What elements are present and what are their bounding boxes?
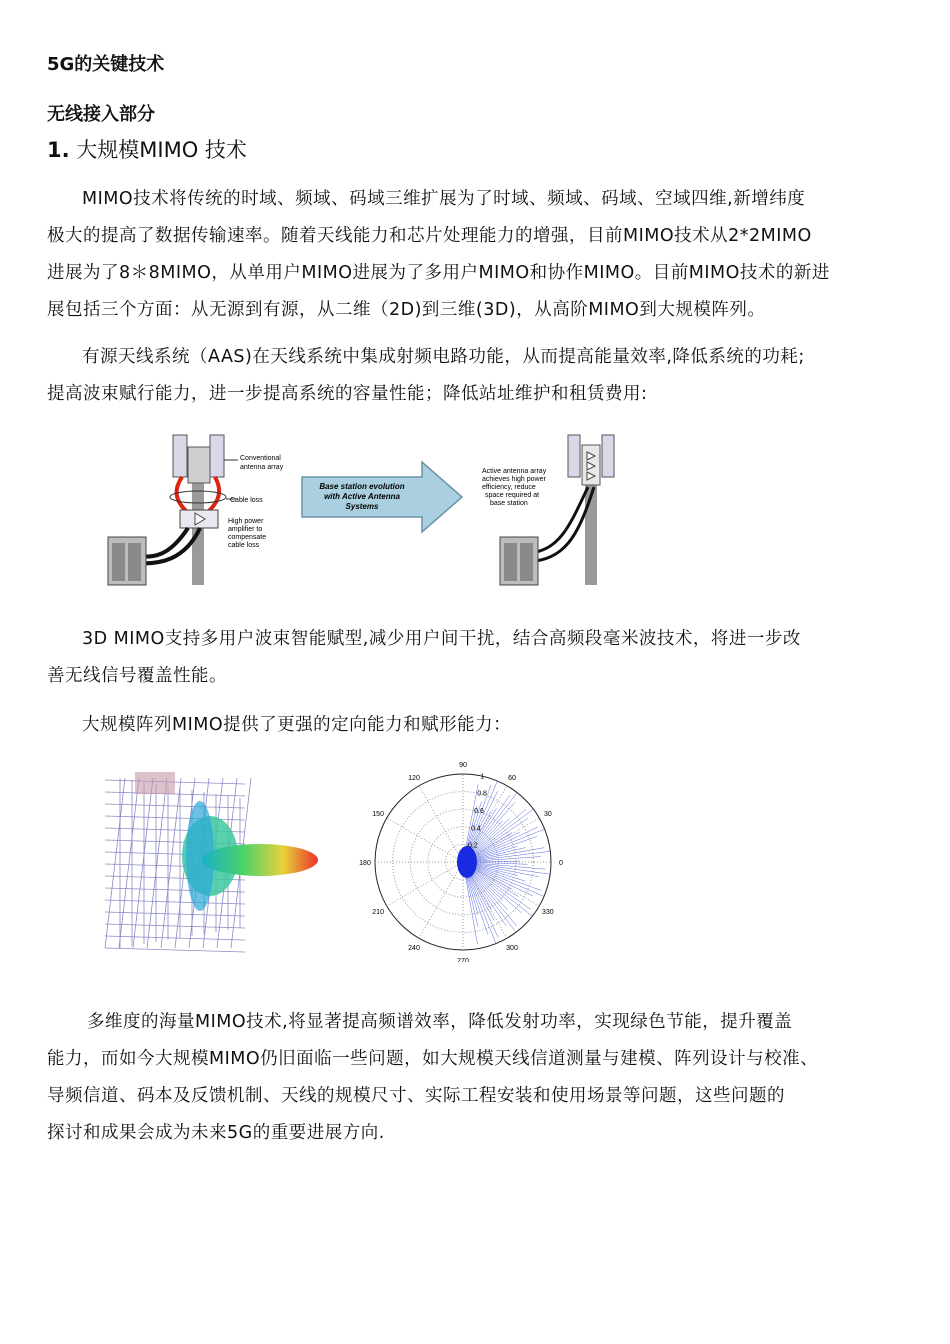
- text-line: 大规模阵列MIMO提供了更强的定向能力和赋形能力：: [82, 715, 512, 735]
- text-line: MIMO技术将传统的时域、频域、码域三维扩展为了时域、频域、码域、空域四维,新增纬度: [82, 189, 806, 209]
- active-label-1: Active antenna array: [482, 468, 547, 475]
- angle-label: 210: [372, 909, 384, 916]
- main-lobe: [457, 846, 477, 878]
- radial-label: 0.2: [468, 842, 478, 850]
- active-label-3: efficiency, reduce: [482, 484, 536, 491]
- text-line: 3D MIMO支持多用户波束智能赋型,减少用户间干扰，结合高频段毫米波技术，将进一步改: [82, 629, 801, 649]
- angle-label: 90: [459, 762, 467, 769]
- label-amp-4: cable loss: [228, 542, 260, 549]
- label-conventional-2: antenna array: [240, 464, 284, 471]
- angle-label: 240: [408, 944, 420, 952]
- paragraph-massive-mimo: [47, 1004, 907, 1152]
- grid-line: [105, 924, 245, 928]
- antenna-panel: [173, 435, 187, 477]
- text-line: 导频信道、码本及反馈机制、天线的规模尺寸、实际工程安装和使用场景等问题，这些问题的: [47, 1086, 785, 1106]
- angle-label: 120: [408, 775, 420, 783]
- grid-line: [105, 912, 245, 916]
- radial-label: 0.4: [471, 825, 481, 833]
- paragraph-3d-mimo: [47, 621, 907, 695]
- arrow-text-2: with Active Antenna: [324, 492, 400, 501]
- label-amp-1: High power: [228, 518, 264, 525]
- radial-label: 0.8: [477, 790, 487, 798]
- arrow-text-1: Base station evolution: [319, 482, 405, 491]
- cabinet-rack: [520, 543, 533, 581]
- text-line: 善无线信号覆盖性能。: [47, 666, 227, 686]
- paragraph-massive-array: [47, 707, 907, 744]
- aas-evolution-figure: [100, 425, 660, 590]
- arrow-text-3: Systems: [345, 502, 379, 511]
- grid-line: [105, 900, 245, 904]
- antenna-panel: [602, 435, 614, 477]
- main-beam: [202, 844, 318, 876]
- label-conventional: Conventional: [240, 455, 281, 462]
- angle-label: 270: [457, 958, 469, 962]
- text-line: 进展为了8＊8MIMO，从单用户MIMO进展为了多用户MIMO和协作MIMO。目前MIMO技术的新进: [47, 263, 830, 283]
- polar-pattern-figure: [345, 762, 570, 962]
- text-line: 有源天线系统（AAS)在天线系统中集成射频电路功能，从而提高能量效率,降低系统的功耗;: [82, 347, 805, 367]
- active-label-2: achieves high power: [482, 476, 546, 483]
- heading-1: [47, 134, 247, 164]
- text-line: 极大的提高了数据传输速率。随着天线能力和芯片处理能力的增强，目前MIMO技术从2*2MIMO: [47, 226, 812, 246]
- active-label-4: space required at: [485, 492, 540, 499]
- grid-line: [105, 948, 245, 952]
- text-line: 能力，而如今大规模MIMO仍旧面临一些问题，如大规模天线信道测量与建模、阵列设计与校准、: [47, 1049, 819, 1069]
- polar-plot: [359, 762, 563, 962]
- array-top-face: [135, 772, 175, 794]
- cabinet-rack: [128, 543, 141, 581]
- text-line: 展包括三个方面：从无源到有源，从二维（2D)到三维(3D)，从高阶MIMO到大规模阵列。: [47, 300, 766, 320]
- grid-line: [105, 804, 245, 808]
- angle-label: 300: [506, 944, 518, 952]
- angle-label: 60: [508, 775, 516, 783]
- label-cable-loss: Cable loss: [230, 497, 263, 504]
- grid-line: [105, 936, 245, 940]
- text-line: 多维度的海量MIMO技术,将显著提高频谱效率，降低发射功率，实现绿色节能，提升覆盖: [87, 1012, 793, 1032]
- angle-label: 150: [372, 811, 384, 818]
- label-amp-2: amplifier to: [228, 526, 263, 533]
- antenna-panel: [568, 435, 580, 477]
- antenna-panel: [188, 447, 210, 483]
- text-line: 提高波束赋行能力，进一步提高系统的容量性能；降低站址维护和租赁费用:: [47, 384, 648, 404]
- cabinet-rack: [504, 543, 517, 581]
- angle-label: 180: [359, 860, 371, 867]
- section-title: 无线接入部分: [47, 104, 155, 125]
- cabinet-rack: [112, 543, 125, 581]
- paragraph-mimo-intro: [47, 181, 907, 329]
- radial-label: 1: [480, 773, 485, 781]
- radial-label: 0.6: [474, 808, 484, 816]
- paragraph-aas: [47, 339, 907, 413]
- grid-line: [105, 816, 245, 820]
- label-amp-3: compensate: [228, 534, 267, 541]
- document-title: 5G的关键技术: [47, 54, 165, 75]
- angle-label: 0: [559, 860, 563, 867]
- text-line: 探讨和成果会成为未来5G的重要进展方向.: [47, 1123, 385, 1143]
- heading-number: 1.: [47, 138, 70, 162]
- active-label-5: base station: [490, 500, 528, 507]
- heading-text: 大规模MIMO 技术: [76, 138, 247, 162]
- antenna-panel: [210, 435, 224, 477]
- angle-label: 30: [543, 811, 552, 818]
- angle-label: 330: [542, 909, 554, 916]
- massive-array-beam-figure: [100, 768, 325, 958]
